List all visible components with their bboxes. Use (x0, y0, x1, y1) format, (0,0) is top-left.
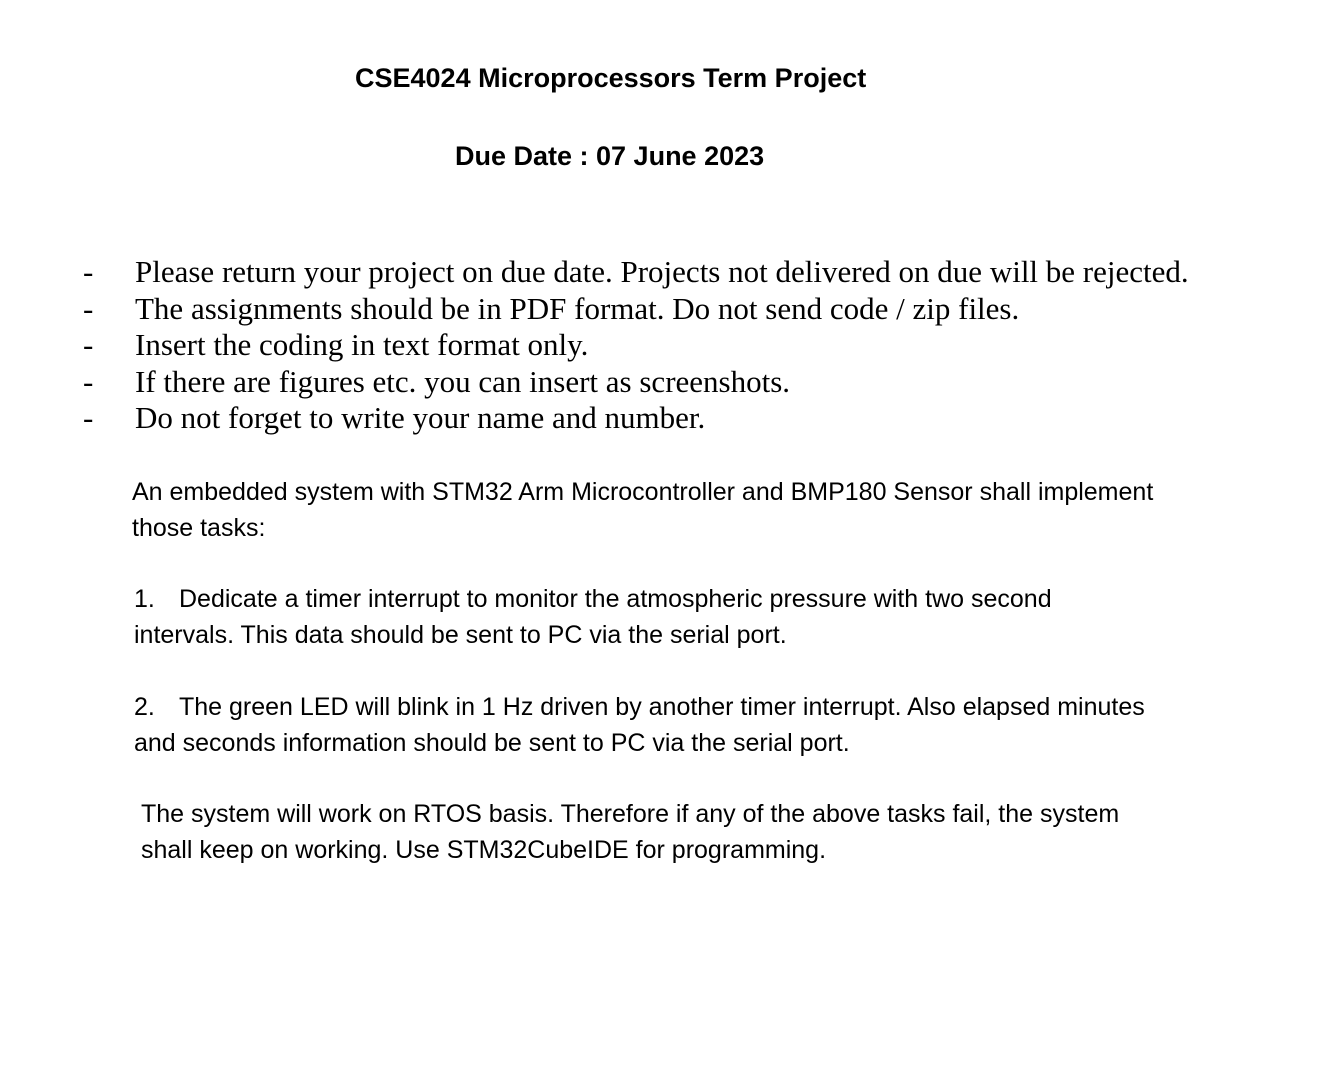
intro-line: An embedded system with STM32 Arm Microcontroller and BMP180 Sensor shall implement (132, 478, 1154, 506)
task-number: 1. (134, 585, 155, 613)
document-title: CSE4024 Microprocessors Term Project (355, 63, 867, 93)
rule-text: If there are figures etc. you can insert as screenshots. (135, 363, 791, 399)
rule-item (83, 291, 1283, 328)
dash-bullet: - (83, 254, 94, 289)
dash-bullet: - (83, 290, 94, 326)
rules-list (83, 254, 1283, 437)
task-line: intervals. This data should be sent to PC via the serial port. (134, 621, 787, 649)
task-line: Dedicate a timer interrupt to monitor the atmospheric pressure with two second (179, 585, 1052, 613)
task-item (134, 689, 1254, 761)
rule-text: Do not forget to write your name and number. (135, 400, 706, 436)
dash-bullet: - (83, 327, 94, 363)
intro-line: those tasks: (132, 514, 266, 542)
rule-item (83, 400, 1283, 437)
rule-text: Please return your project on due date. Projects not delivered on due will be rejected. (135, 254, 1189, 289)
dash-bullet: - (83, 400, 94, 436)
due-date: Due Date : 07 June 2023 (455, 141, 765, 171)
closing-line: shall keep on working. Use STM32CubeIDE for programming. (141, 836, 827, 864)
rule-text: The assignments should be in PDF format. Do not send code / zip files. (135, 290, 1020, 326)
intro-paragraph (132, 474, 1262, 546)
task-item (134, 581, 1254, 653)
closing-paragraph (141, 796, 1241, 868)
rule-item (83, 364, 1283, 401)
closing-line: The system will work on RTOS basis. Therefore if any of the above tasks fail, the system (141, 800, 1120, 828)
rule-text: Insert the coding in text format only. (135, 327, 589, 363)
task-line: and seconds information should be sent to PC via the serial port. (134, 729, 850, 757)
rule-item (83, 254, 1283, 291)
dash-bullet: - (83, 363, 94, 399)
task-number: 2. (134, 693, 155, 721)
task-line: The green LED will blink in 1 Hz driven by another timer interrupt. Also elapsed minutes (179, 693, 1145, 721)
rule-item (83, 327, 1283, 364)
